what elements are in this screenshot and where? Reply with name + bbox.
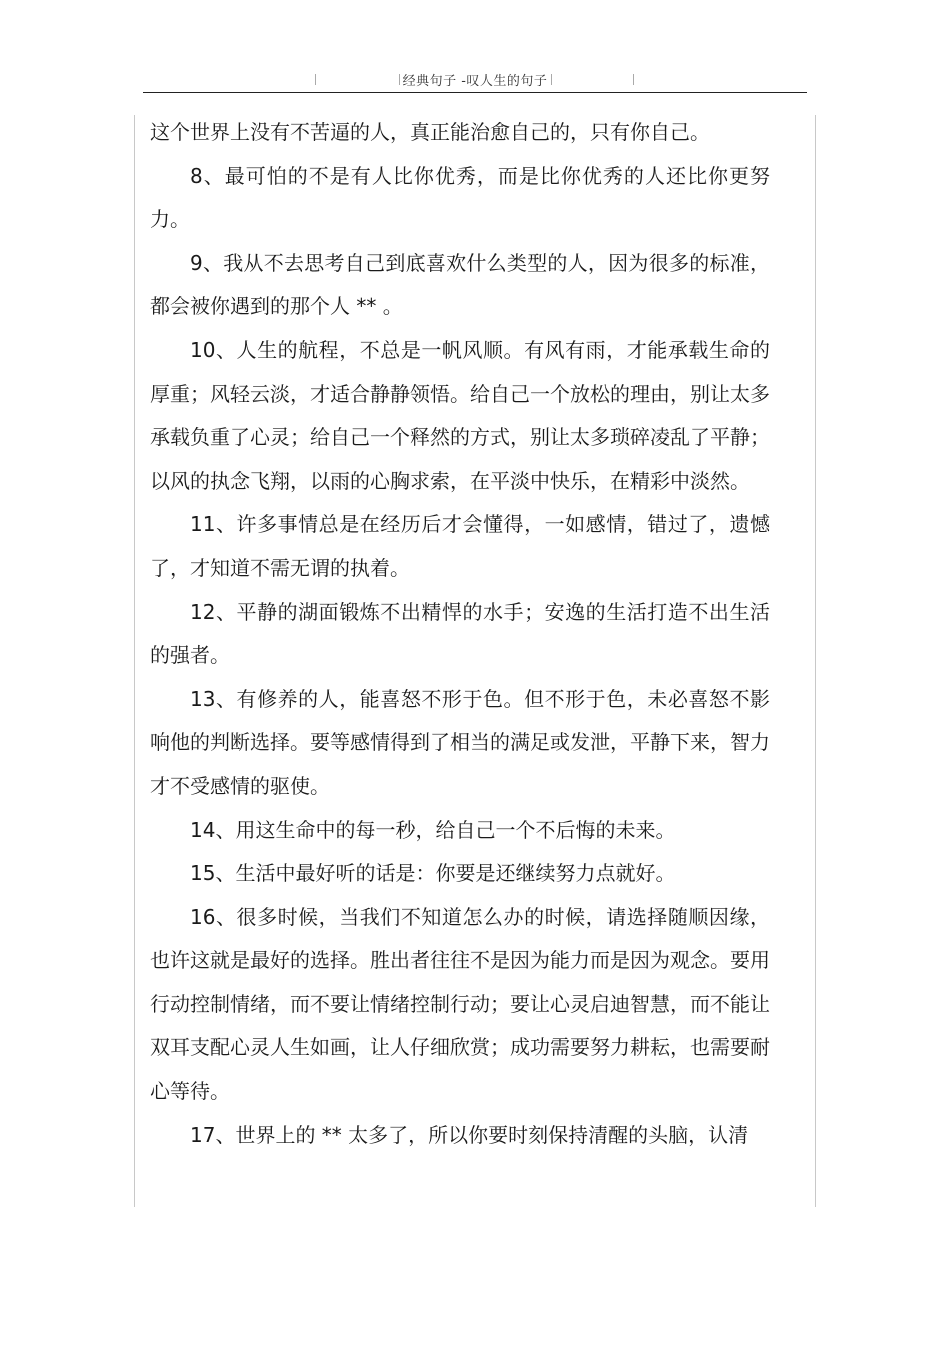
page-header xyxy=(143,66,807,93)
paragraph: 16、很多时候，当我们不知道怎么办的时候，请选择随顺因缘，也许这就是最好的选择。胜出者往往不是因为能力而是因为观念。要用行动控制情绪，而不要让情绪控制行动；要让心灵启迪智慧，而不能让双耳支配心灵人生如画，让人仔细欣赏；成功需要努力耕耘，也需要耐心等待。 xyxy=(150,904,770,1104)
paragraph: 这个世界上没有不苦逼的人，真正能治愈自己的，只有你自己。 xyxy=(150,120,710,144)
paragraph: 11、许多事情总是在经历后才会懂得，一如感情，错过了，遗憾了，才知道不需无谓的执着。 xyxy=(150,512,770,580)
right-margin-line xyxy=(815,115,816,1207)
paragraph: 12、平静的湖面锻炼不出精悍的水手；安逸的生活打造不出生活的强者。 xyxy=(150,599,770,668)
paragraph: 14、用这生命中的每一秒，给自己一个不后悔的未来。 xyxy=(190,817,676,842)
paragraph: 9、我从不去思考自己到底喜欢什么类型的人，因为很多的标准，都会被你遇到的那个人 ** 。 xyxy=(150,250,770,319)
paragraph: 13、有修养的人，能喜怒不形于色。但不形于色，未必喜怒不影响他的判断选择。要等感情得到了相当的满足或发泄，平静下来，智力才不受感情的驱使。 xyxy=(150,686,770,798)
header-title: 经典句子 -叹人生的句子 xyxy=(402,74,548,89)
paragraph: 15、生活中最好听的话是：你要是还继续努力点就好。 xyxy=(190,861,676,886)
paragraph: 8、最可怕的不是有人比你优秀，而是比你优秀的人还比你更努力。 xyxy=(150,163,770,232)
paragraph: 17、世界上的 ** 太多了，所以你要时刻保持清醒的头脑，认清 xyxy=(190,1122,749,1147)
left-margin-line xyxy=(134,115,135,1207)
document-body xyxy=(150,111,770,1157)
paragraph: 10、人生的航程，不总是一帆风顺。有风有雨，才能承载生命的厚重；风轻云淡，才适合静静领悟。给自己一个放松的理由，别让太多承载负重了心灵；给自己一个释然的方式，别让太多琐碎凌乱了平静；以风的执念飞翔，以雨的心胸求索，在平淡中快乐，在精彩中淡然。 xyxy=(150,337,770,493)
